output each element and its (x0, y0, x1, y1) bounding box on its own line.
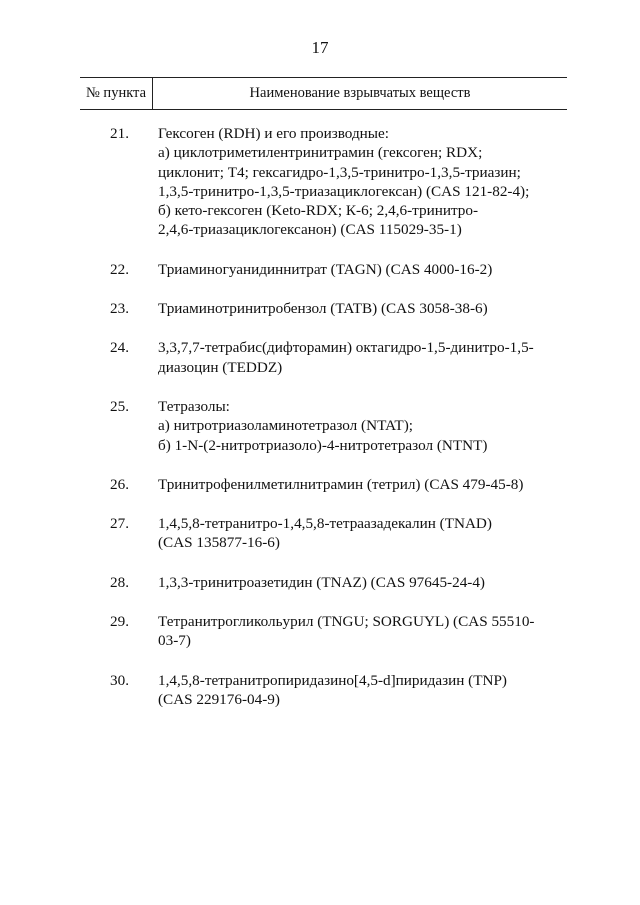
item-text (158, 514, 567, 553)
item-text-line: 2,4,6-триазациклогексанон) (CAS 115029-35-1) (158, 221, 462, 239)
item-text (158, 338, 567, 377)
item-number: 26. (110, 475, 129, 493)
item-number: 25. (110, 397, 129, 415)
list-item (80, 514, 567, 553)
item-number: 29. (110, 613, 129, 631)
item-text-line: Гексоген (RDH) и его производные: (158, 125, 389, 142)
item-text-line: (CAS 135877-16-6) (158, 534, 280, 552)
list-item (80, 299, 567, 318)
item-number: 21. (110, 125, 129, 142)
list-item (80, 260, 567, 279)
list-item (80, 475, 567, 494)
item-text-line: 1,4,5,8-тетранитро-1,4,5,8-тетраазадекалин (TNAD) (158, 515, 492, 533)
item-text (158, 124, 567, 240)
item-text (158, 397, 567, 455)
item-text-line: 3,3,7,7-тетрабис(дифторамин) октагидро-1,5-динитро-1,5- (158, 339, 534, 357)
item-text-line: 1,4,5,8-тетранитропиридазино[4,5-d]пиридазин (TNP) (158, 671, 507, 689)
item-text-line: 1,3,5-тринитро-1,3,5-триазациклогексан) (CAS 121-82-4); (158, 182, 530, 200)
list-item (80, 124, 567, 240)
item-number: 24. (110, 339, 129, 357)
entries-list (80, 124, 567, 709)
item-text (158, 299, 567, 318)
table-header (80, 77, 567, 110)
item-number: 23. (110, 300, 129, 318)
list-item (80, 612, 567, 651)
item-text-line: б) 1-N-(2-нитротриазоло)-4-нитротетразол (NTNT) (158, 436, 488, 454)
item-text-line: а) циклотриметилентринитрамин (гексоген; RDX; (158, 144, 483, 162)
item-text-line: Триаминогуанидиннитрат (TAGN) (CAS 4000-16-2) (158, 260, 493, 278)
item-text (158, 260, 567, 279)
item-text-line: Тетразолы: (158, 397, 230, 415)
list-item (80, 671, 567, 710)
item-text-line: Тетранитрогликольурил (TNGU; SORGUYL) (CAS 55510- (158, 613, 535, 631)
item-text (158, 612, 567, 651)
column-header-number: № пункта (80, 78, 153, 109)
page-number: 17 (311, 38, 329, 57)
list-item (80, 573, 567, 592)
item-text-line: 1,3,3-тринитроазетидин (TNAZ) (CAS 97645-24-4) (158, 573, 485, 591)
item-text-line: 03-7) (158, 632, 191, 650)
item-text-line: Триаминотринитробензол (TATB) (CAS 3058-38-6) (158, 300, 488, 318)
item-text-line: б) кето-гексоген (Keto-RDX; К-6; 2,4,6-тринитро- (158, 202, 479, 220)
item-number: 28. (110, 573, 129, 591)
column-header-name: Наименование взрывчатых веществ (249, 85, 471, 101)
item-text (158, 573, 567, 592)
item-text (158, 671, 567, 710)
item-text-line: диазоцин (TEDDZ) (158, 358, 283, 376)
item-text-line: циклонит; Т4; гексагидро-1,3,5-тринитро-1,3,5-триазин; (158, 163, 521, 181)
item-text-line: Тринитрофенилметилнитрамин (тетрил) (CAS 479-45-8) (158, 475, 524, 493)
item-number: 22. (110, 260, 129, 278)
item-text (158, 475, 567, 494)
item-number: 27. (110, 515, 129, 533)
item-text-line: (CAS 229176-04-9) (158, 690, 280, 708)
list-item (80, 397, 567, 455)
item-text-line: а) нитротриазоламинотетразол (NTAT); (158, 417, 413, 435)
item-number: 30. (110, 671, 129, 689)
list-item (80, 338, 567, 377)
